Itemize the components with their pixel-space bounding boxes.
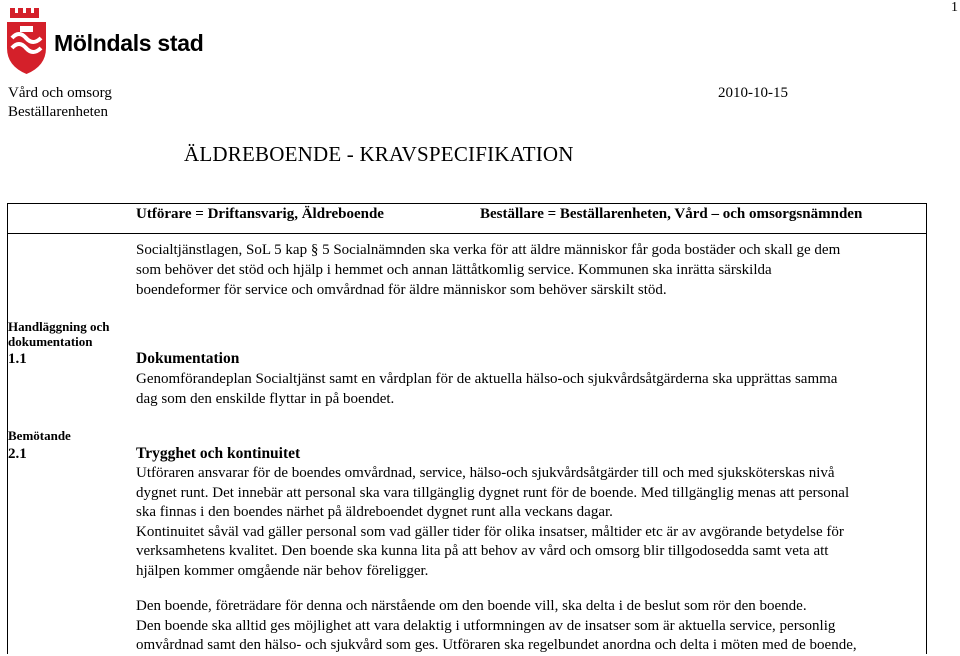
intro-line: boendeformer för service och omvårdnad för äldre människor som behöver särskilt stöd. (136, 282, 667, 298)
text-line: Den boende ska alltid ges möjlighet att vara delaktig i utformningen av de insatser som är aktuella service, personlig (136, 617, 836, 634)
molndal-logo (6, 8, 206, 76)
header-dept: Vård och omsorg (8, 85, 112, 101)
text-line: omvårdnad samt den hälso- och sjukvård som ges. Utföraren ska regelbundet anordna och delta i möten med de boende, (136, 637, 857, 653)
section-label-bemotande: Bemötande (8, 428, 71, 443)
section-2-1-text (136, 464, 926, 581)
text-line: dygnet runt. Det innebär att personal ska vara tillgänglig dygnet runt för de boende. Med tillgänglig menas att personal (136, 484, 850, 501)
document-title: ÄLDREBOENDE - KRAVSPECIFIKATION (184, 142, 574, 166)
section-number-1-1: 1.1 (8, 351, 27, 367)
text-line: ska finnas i den boendes närhet på äldreboendet dygnet runt alla veckans dagar. (136, 504, 613, 520)
header-unit: Beställarenheten (8, 104, 108, 120)
logo-text: Mölndals stad (54, 30, 204, 56)
text-line: verksamhetens kvalitet. Den boende ska kunna lita på att behov av vård och omsorg blir tillgodosedda samt veta att (136, 543, 829, 559)
section-2-1-text-continued (136, 597, 926, 656)
header-date: 2010-10-15 (718, 85, 788, 101)
section-title-dokumentation: Dokumentation (136, 350, 240, 367)
section-number-2-1: 2.1 (8, 446, 27, 462)
text-line: Genomförandeplan Socialtjänst samt en vårdplan för de aktuella hälso-och sjukvårdsåtgärderna ska upprättas samma (136, 371, 838, 387)
section-1-1-text (136, 370, 926, 409)
section-label-line: Handläggning och (8, 319, 110, 334)
molndal-coat-of-arms-icon (6, 8, 48, 74)
role-bestallare: Beställare = Beställarenheten, Vård – och omsorgsnämnden (480, 206, 863, 222)
text-line: Utföraren ansvarar för de boendes omvårdnad, service, hälso-och sjukvårdsåtgärder till och med sjuksköterskas nivå (136, 465, 835, 481)
role-utforare: Utförare = Driftansvarig, Äldreboende (136, 206, 384, 222)
page-number: 1 (951, 0, 958, 15)
intro-text (136, 240, 926, 300)
divider (7, 233, 927, 234)
intro-line: som behöver det stöd och hjälp i hemmet och annan lättåtkomlig service. Kommunen ska inrätta särskilda (136, 262, 772, 278)
text-line: hjälpen kommer omgående när behov föreligger. (136, 562, 429, 579)
section-title-trygghet: Trygghet och kontinuitet (136, 445, 301, 462)
text-line: Kontinuitet såväl vad gäller personal som vad gäller tider för olika insatser, måltider etc är av avgörande betydelse för (136, 523, 844, 540)
text-line: Den boende, företrädare för denna och närstående om den boende vill, ska delta i de beslut som rör den boende. (136, 598, 807, 614)
section-label-handlaggning (8, 319, 110, 349)
text-line: dag som den enskilde flyttar in på boendet. (136, 390, 395, 407)
section-label-line: dokumentation (8, 334, 93, 349)
intro-line: Socialtjänstlagen, SoL 5 kap § 5 Socialnämnden ska verka för att äldre människor får goda bostäder och skall ge dem (136, 242, 841, 258)
